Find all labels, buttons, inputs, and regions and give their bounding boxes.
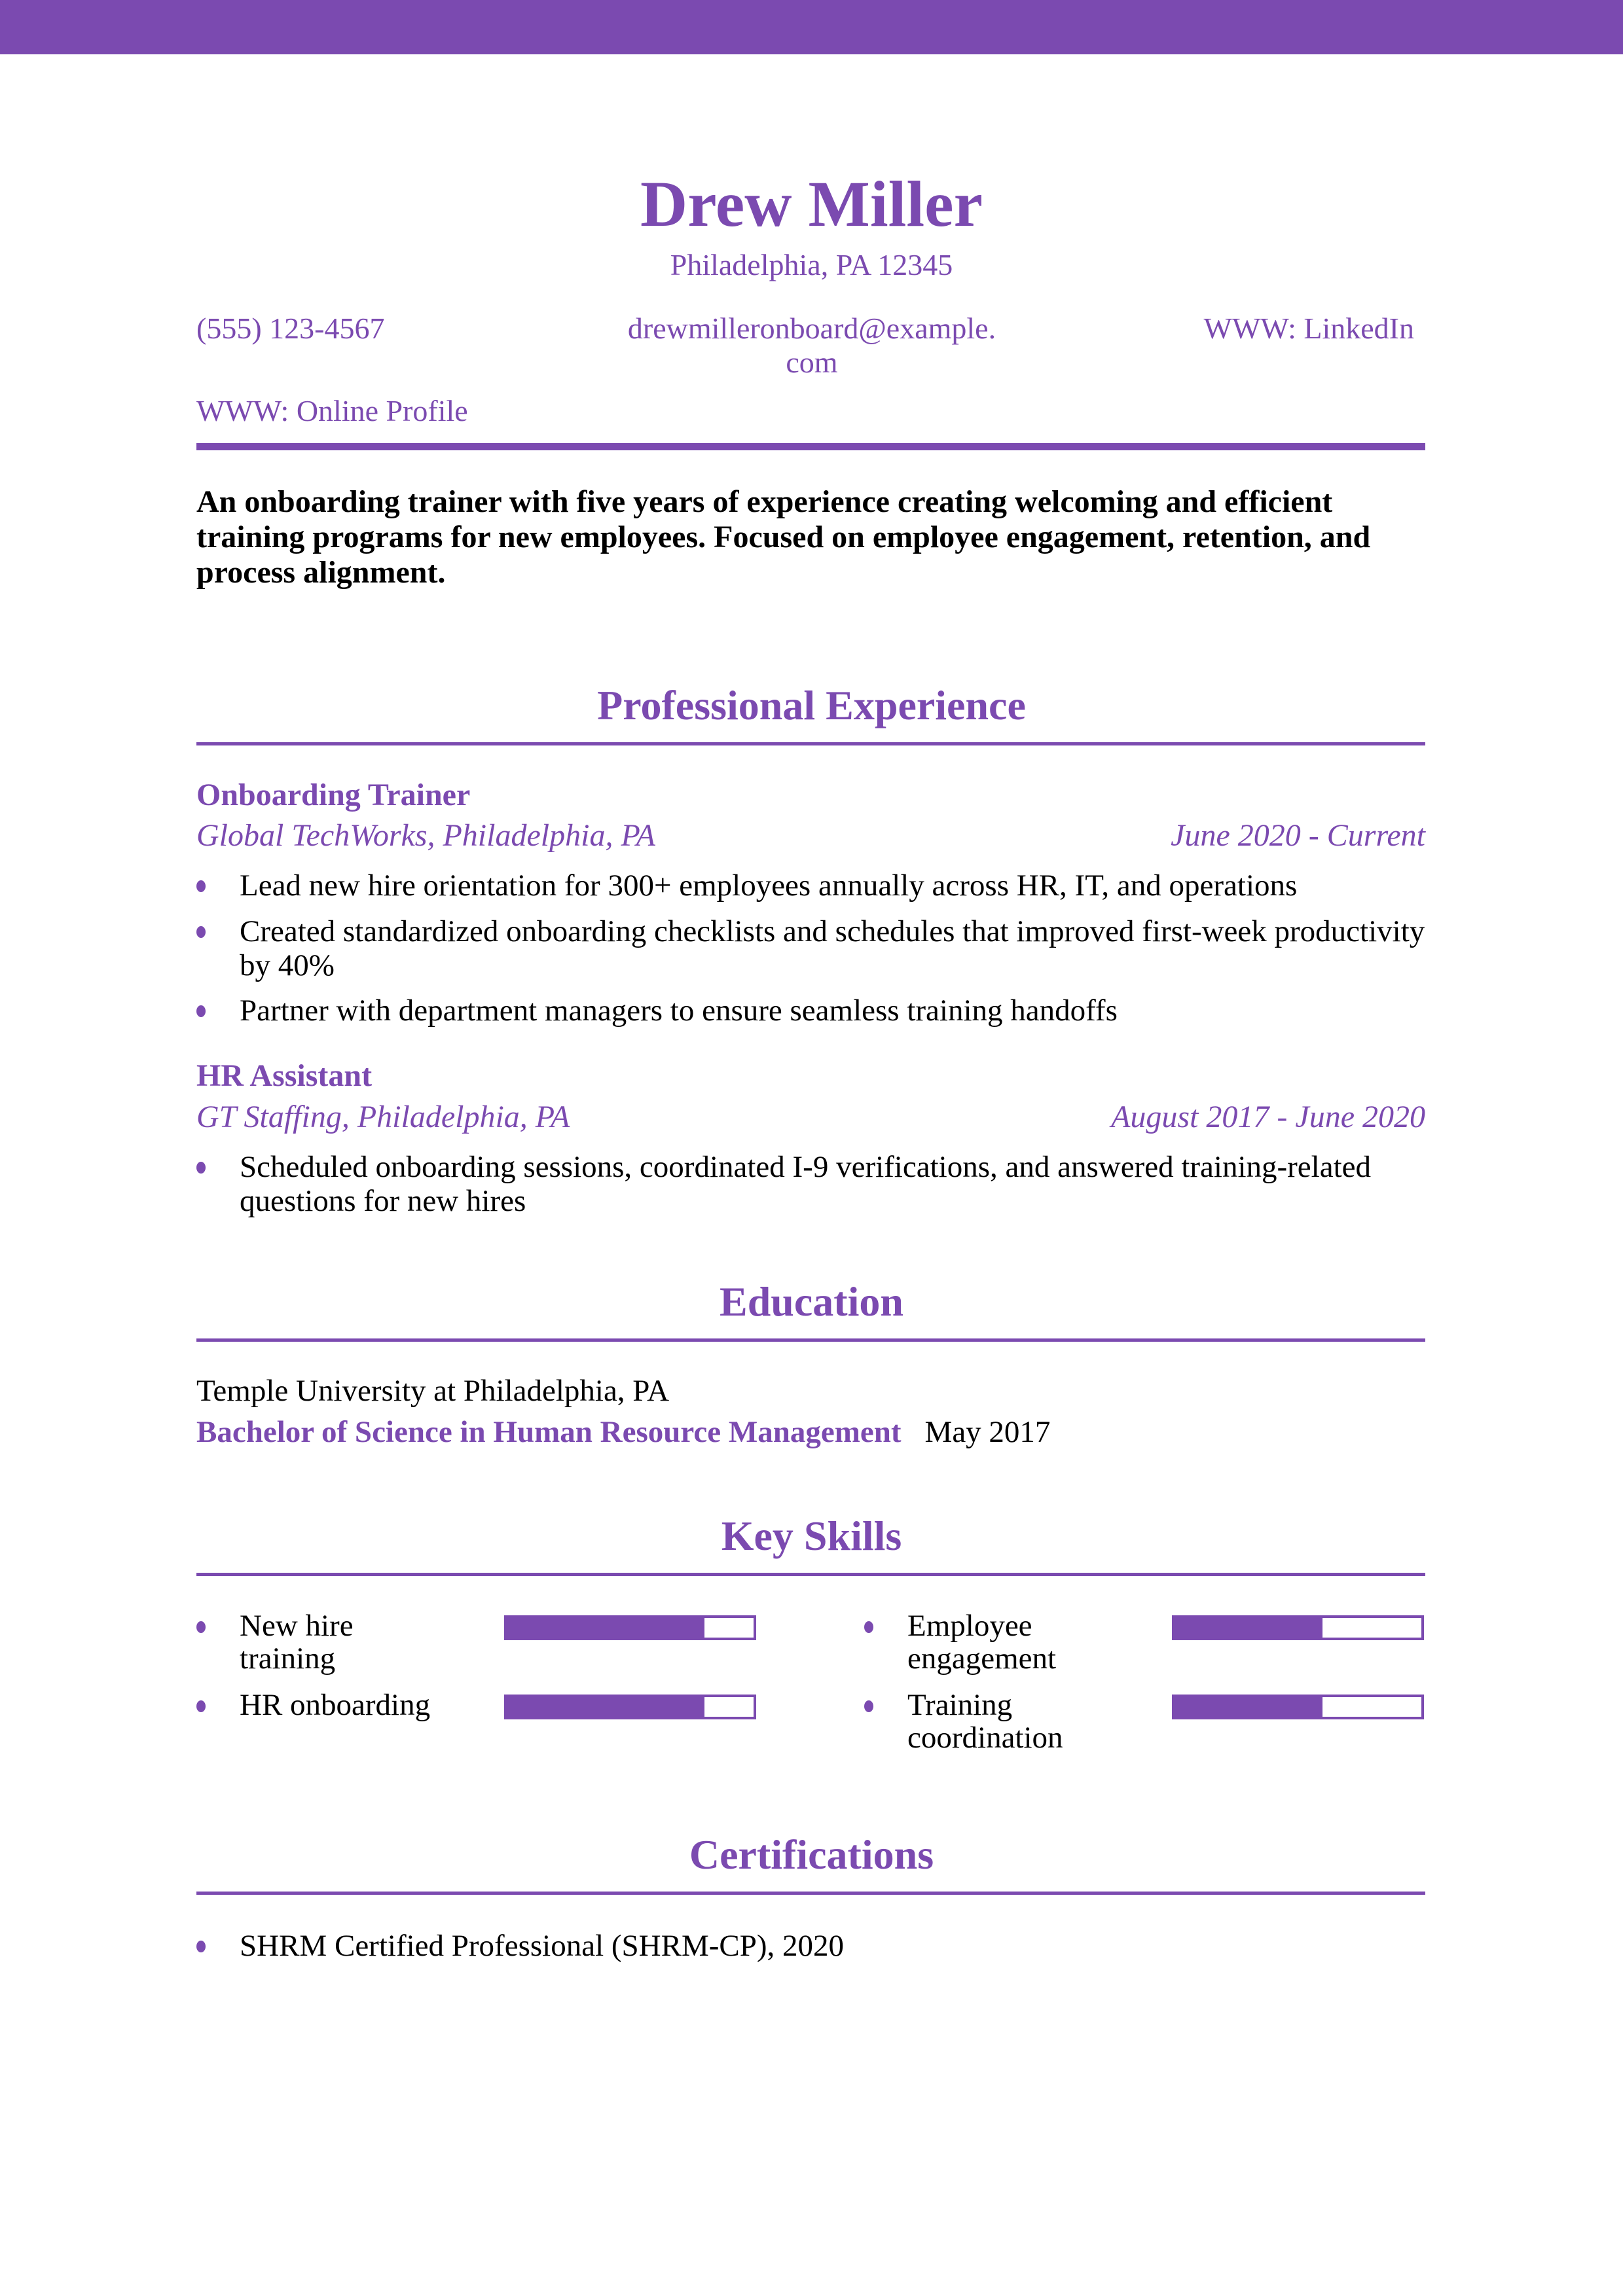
location: Philadelphia, PA 12345 bbox=[670, 248, 953, 281]
skill-level-bar bbox=[1172, 1615, 1424, 1640]
skill-level-fill bbox=[1175, 1697, 1322, 1717]
skill-item bbox=[196, 1609, 786, 1681]
skill-item bbox=[196, 1689, 786, 1761]
section-title-experience: Professional Experience bbox=[597, 682, 1026, 728]
skill-level-fill bbox=[507, 1618, 704, 1638]
professional-summary: An onboarding trainer with five years of experience creating welcoming and efficient training programs for new employees. Focused on employee engagement, retention, and process alignment. bbox=[196, 484, 1371, 590]
job-title: HR Assistant bbox=[196, 1058, 373, 1093]
bullet-text: Lead new hire orientation for 300+ employees annually across HR, IT, and operations bbox=[240, 869, 1298, 903]
skill-label: Employee engagement bbox=[907, 1609, 1057, 1676]
education-degree-row bbox=[196, 1414, 1050, 1450]
bullet-icon bbox=[864, 1621, 873, 1633]
skill-level-bar bbox=[1172, 1695, 1424, 1719]
bullet-text: Partner with department managers to ensure seamless training handoffs bbox=[240, 994, 1118, 1028]
section-divider bbox=[196, 1892, 1425, 1895]
bullet-text: Created standardized onboarding checklists and schedules that improved first-week productivity by 40% bbox=[240, 914, 1425, 982]
bullet-icon bbox=[196, 880, 206, 892]
job-title: Onboarding Trainer bbox=[196, 778, 471, 812]
bullet-icon bbox=[196, 1162, 206, 1174]
top-accent-bar bbox=[0, 0, 1623, 54]
skill-item bbox=[864, 1609, 1427, 1681]
section-title-skills: Key Skills bbox=[721, 1513, 902, 1559]
email-address[interactable] bbox=[589, 312, 1034, 380]
skill-label: New hire training bbox=[240, 1609, 354, 1676]
list-item bbox=[196, 1150, 1425, 1218]
bullet-text: Scheduled onboarding sessions, coordinated I-9 verifications, and answered training-related questions for new hires bbox=[240, 1150, 1372, 1218]
list-item bbox=[196, 914, 1425, 982]
bullet-icon bbox=[196, 926, 206, 938]
skill-level-fill bbox=[507, 1697, 704, 1717]
skill-level-bar bbox=[504, 1695, 756, 1719]
phone-number[interactable]: (555) 123-4567 bbox=[196, 312, 385, 345]
bullet-icon bbox=[196, 1621, 206, 1633]
email-line-1: drewmilleronboard@example. bbox=[627, 312, 996, 345]
section-divider bbox=[196, 742, 1425, 745]
header-divider bbox=[196, 443, 1425, 450]
skill-label: HR onboarding bbox=[240, 1688, 431, 1722]
skill-item bbox=[864, 1689, 1427, 1761]
candidate-name: Drew Miller bbox=[640, 168, 983, 240]
job-dates: June 2020 - Current bbox=[1171, 818, 1425, 853]
education-date: May 2017 bbox=[924, 1415, 1051, 1449]
section-title-certifications: Certifications bbox=[689, 1831, 934, 1878]
bullet-icon bbox=[196, 1005, 206, 1017]
linkedin-link[interactable]: WWW: LinkedIn bbox=[1203, 312, 1414, 345]
bullet-icon bbox=[196, 1941, 206, 1952]
certification-text: SHRM Certified Professional (SHRM-CP), 2020 bbox=[240, 1929, 845, 1963]
education-degree: Bachelor of Science in Human Resource Management bbox=[196, 1415, 902, 1449]
skill-level-bar bbox=[504, 1615, 756, 1640]
list-item bbox=[196, 994, 1425, 1028]
section-divider bbox=[196, 1338, 1425, 1342]
email-line-2: com bbox=[786, 346, 838, 379]
list-item bbox=[196, 869, 1425, 903]
section-title-education: Education bbox=[720, 1278, 903, 1325]
education-school: Temple University at Philadelphia, PA bbox=[196, 1374, 670, 1408]
list-item bbox=[196, 1929, 1425, 1963]
bullet-icon bbox=[864, 1700, 873, 1712]
job-dates: August 2017 - June 2020 bbox=[1111, 1100, 1425, 1134]
job-company: Global TechWorks, Philadelphia, PA bbox=[196, 818, 655, 853]
bullet-icon bbox=[196, 1700, 206, 1712]
section-divider bbox=[196, 1573, 1425, 1576]
skill-label: Training coordination bbox=[907, 1688, 1063, 1755]
online-profile-link[interactable]: WWW: Online Profile bbox=[196, 394, 468, 427]
skill-level-fill bbox=[1175, 1618, 1322, 1638]
job-company: GT Staffing, Philadelphia, PA bbox=[196, 1100, 570, 1134]
